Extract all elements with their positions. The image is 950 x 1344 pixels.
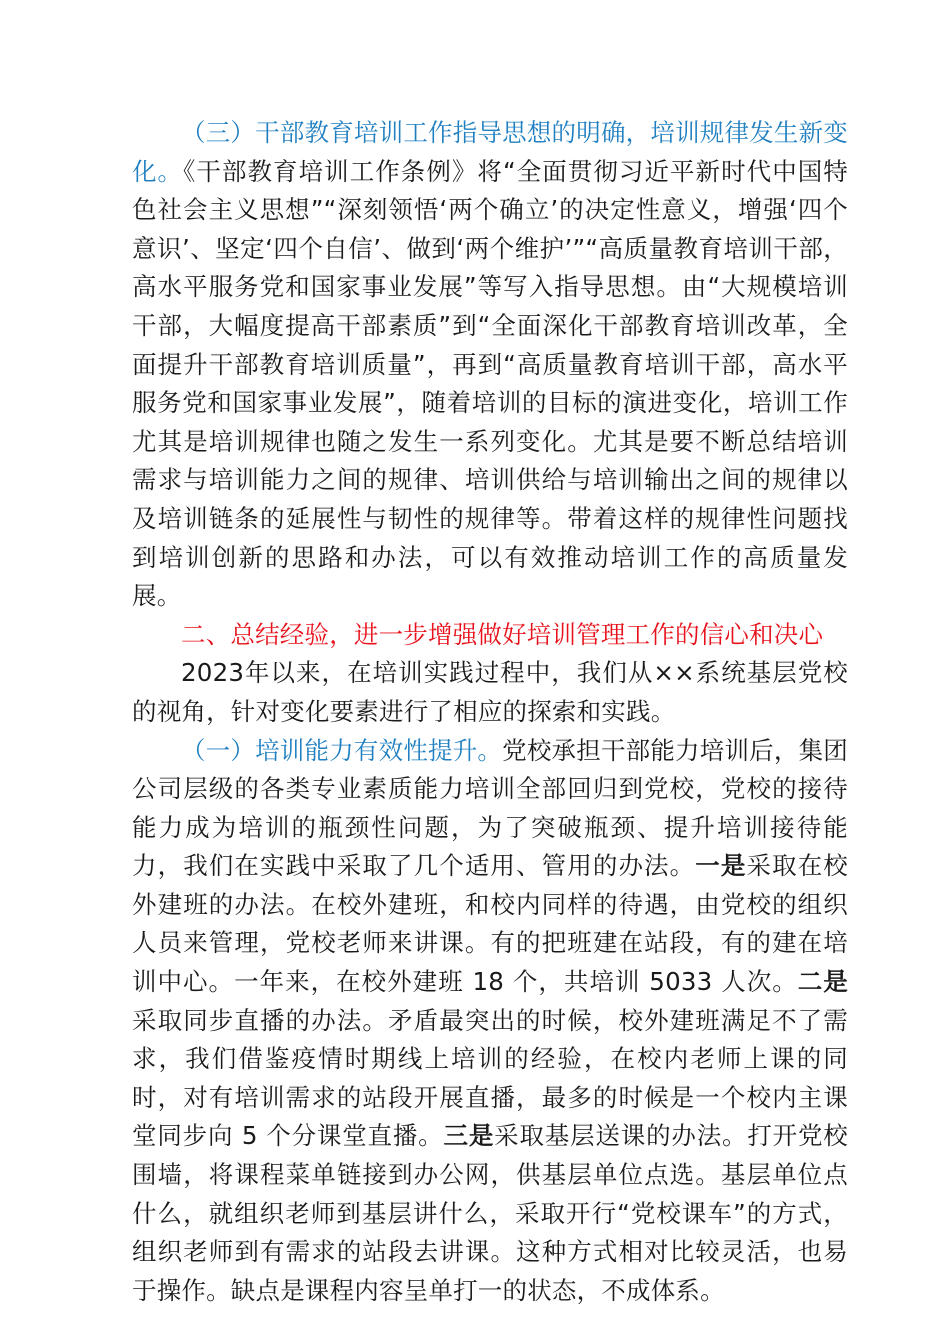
section-3-paragraph [132, 114, 848, 616]
section-1-body-a: 党校承担干部能力培训后，集团公司层级的各类专业素质能力培训全部回归到党校，党校的接待能力成为培训的瓶颈性问题，为了突破瓶颈、提升培训接待能力，我们在实践中采取了几个适用、管用的办法。 [132, 735, 848, 881]
point-1-label: 一是 [695, 851, 747, 881]
section-1-body-b: 采取在校外建班的办法。在校外建班，和校内同样的待遇，由党校的组织人员来管理，党校老师来讲课。有的把班建在站段，有的建在培训中心。一年来，在校外建班 18 个，共培训 5033 人次。 [132, 851, 848, 997]
document-page [132, 114, 848, 1310]
section-1-heading: （一）培训能力有效性提升。 [181, 735, 503, 765]
section-3-heading: （三）干部教育培训工作指导思想的明确，培训规律发生新变化。 [132, 118, 848, 186]
point-2-label: 二是 [797, 967, 848, 997]
section-3-body: 《干部教育培训工作条例》将“全面贯彻习近平新时代中国特色社会主义思想”“深刻领悟‘两个确立’的决定性意义，增强‘四个意识’、坚定‘四个自信’、做到‘两个维护’”“高质量教育培训干部，高水平服务党和国家事业发展”等写入指导思想。由“大规模培训干部，大幅度提高干部素质”到“全面深化干部教育培训改革，全面提升干部教育培训质量”，再到“高质量教育培训干部，高水平服务党和国家事业发展”，随着培训的目标的演进变化，培训工作尤其是培训规律也随之发生一系列变化。尤其是要不断总结培训需求与培训能力之间的规律、培训供给与培训输出之间的规律以及培训链条的延展性与韧性的规律等。带着这样的规律性问题找到培训创新的思路和办法，可以有效推动培训工作的高质量发展。 [132, 156, 849, 611]
section-1-body-d: 采取基层送课的办法。打开党校围墙，将课程菜单链接到办公网，供基层单位点选。基层单位点什么，就组织老师到基层讲什么，采取开行“党校课车”的方式，组织老师到有需求的站段去讲课。这种方式相对比较灵活，也易于操作。缺点是课程内容呈单打一的状态，不成体系。 [132, 1121, 848, 1305]
section-1-body-c: 采取同步直播的办法。矛盾最突出的时候，校外建班满足不了需求，我们借鉴疫情时期线上培训的经验，在校内老师上课的同时，对有培训需求的站段开展直播，最多的时候是一个校内主课堂同步向 5 个分课堂直播。 [132, 1005, 848, 1151]
part-2-heading: 二、总结经验，进一步增强做好培训管理工作的信心和决心 [181, 619, 824, 649]
part-2-intro: 2023年以来，在培训实践过程中，我们从××系统基层党校的视角，针对变化要素进行了相应的探索和实践。 [132, 658, 848, 726]
point-3-label: 三是 [443, 1121, 495, 1151]
section-1-paragraph [132, 732, 848, 1311]
